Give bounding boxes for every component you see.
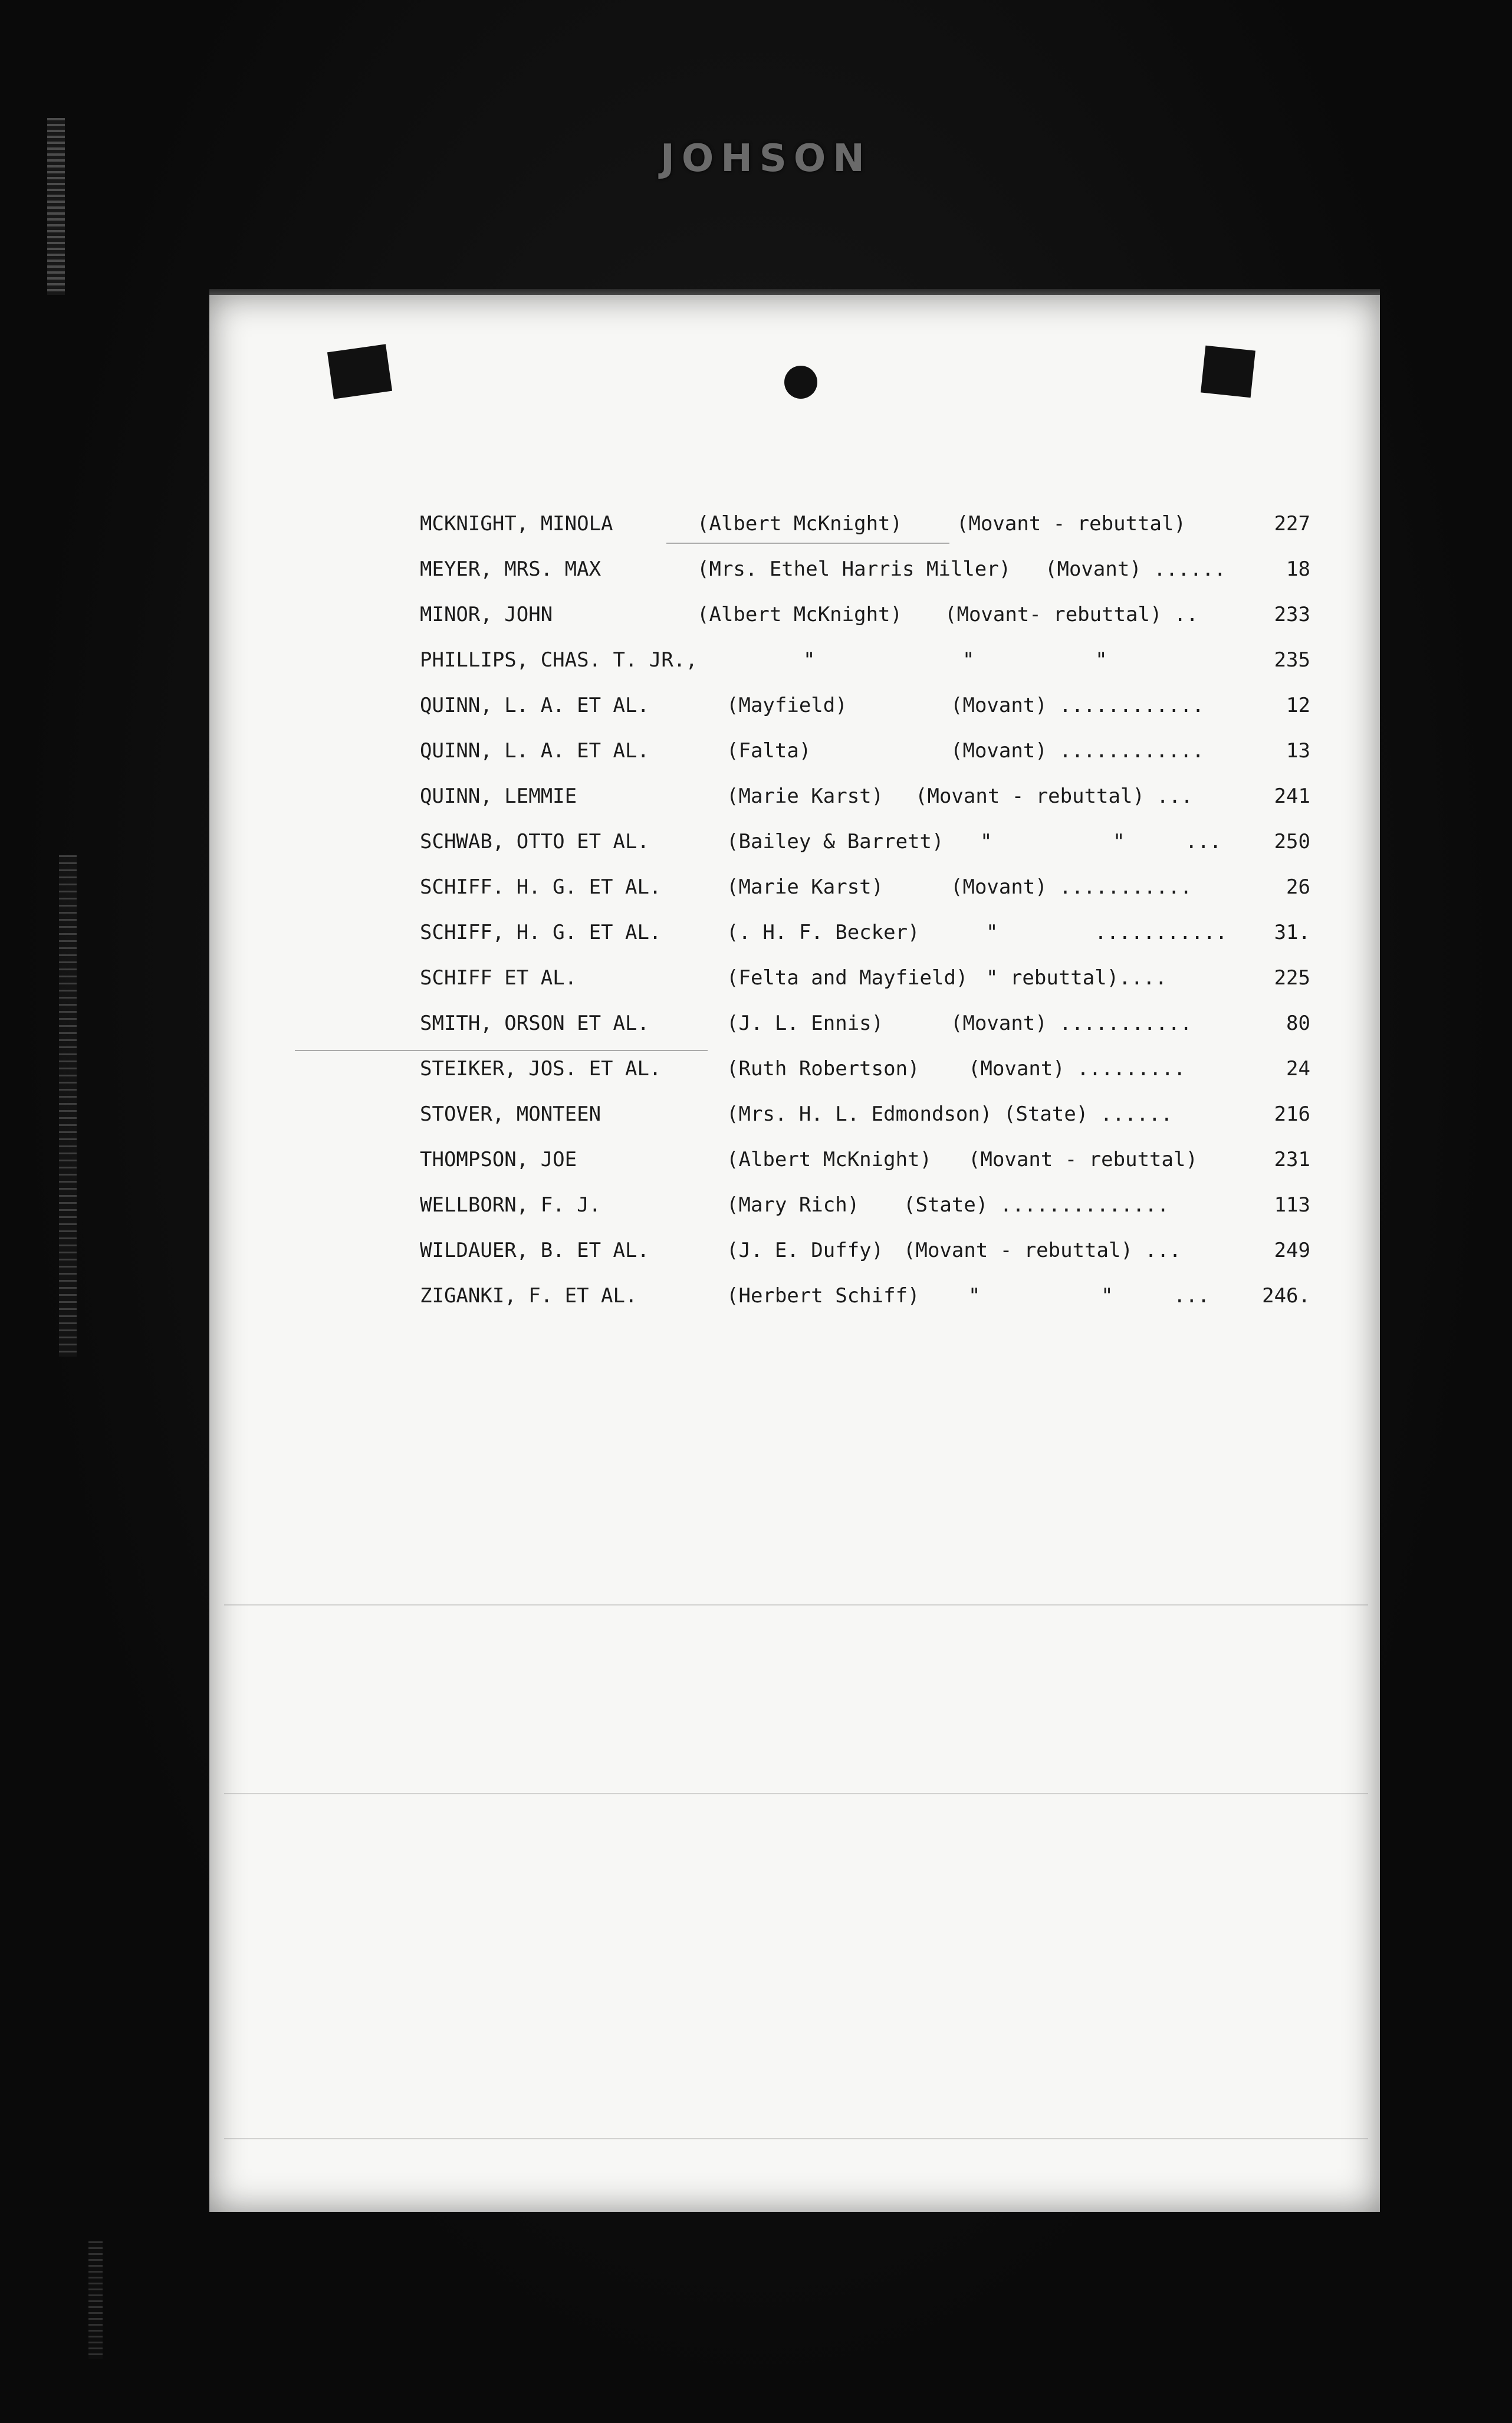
entry-page: 241 (1274, 784, 1310, 808)
index-entry (420, 921, 1310, 956)
entry-party: (Movant) ........... (951, 1012, 1192, 1035)
entry-page: 31. (1274, 921, 1310, 944)
entry-witness: (J. E. Duffy) (727, 1239, 884, 1262)
ruled-line (666, 543, 949, 544)
index-entry (420, 1193, 1310, 1229)
entry-party: " " (962, 648, 1107, 672)
entry-page: 26 (1286, 875, 1310, 899)
entry-name: ZIGANKI, F. ET AL. (420, 1284, 637, 1308)
entry-page: 233 (1274, 603, 1310, 626)
index-entry (420, 739, 1310, 774)
entry-party: (Movant - rebuttal) (956, 512, 1186, 536)
index-entry (420, 830, 1310, 865)
entry-page: 225 (1274, 966, 1310, 990)
index-entry (420, 1239, 1310, 1274)
entry-page: 235 (1274, 648, 1310, 672)
entry-page: 249 (1274, 1239, 1310, 1262)
entry-name: WILDAUER, B. ET AL. (420, 1239, 649, 1262)
entry-name: SCHIFF ET AL. (420, 966, 577, 990)
entry-witness: (Marie Karst) (727, 875, 884, 899)
entry-party: " " ... (968, 1284, 1210, 1308)
index-entry (420, 1148, 1310, 1183)
index-entry (420, 875, 1310, 911)
entry-party: " rebuttal).... (986, 966, 1168, 990)
entry-witness: (. H. F. Becker) (727, 921, 920, 944)
entry-witness: (Mary Rich) (727, 1193, 860, 1217)
entry-party: (Movant) ...... (1045, 557, 1227, 581)
entry-name: THOMPSON, JOE (420, 1148, 577, 1171)
entry-name: STEIKER, JOS. ET AL. (420, 1057, 662, 1081)
index-entry (420, 966, 1310, 1002)
index-entry (420, 603, 1310, 638)
entry-page: 24 (1286, 1057, 1310, 1081)
punch-hole (327, 344, 392, 399)
index-entry (420, 1284, 1310, 1319)
entry-party: (Movant) ............ (951, 739, 1204, 763)
entry-party: (Movant) ........... (951, 875, 1192, 899)
entry-party: (Movant - rebuttal) (968, 1148, 1198, 1171)
entry-name: SMITH, ORSON ET AL. (420, 1012, 649, 1035)
entry-page: 113 (1274, 1193, 1310, 1217)
ruled-line (224, 1793, 1368, 1794)
entry-witness: (Herbert Schiff) (727, 1284, 920, 1308)
entry-party: (Movant - rebuttal) ... (903, 1239, 1181, 1262)
entry-name: SCHIFF, H. G. ET AL. (420, 921, 662, 944)
entry-witness: (Mrs. Ethel Harris Miller) (697, 557, 1011, 581)
entry-name: QUINN, L. A. ET AL. (420, 694, 649, 717)
entry-witness: (Felta and Mayfield) (727, 966, 968, 990)
entry-name: SCHWAB, OTTO ET AL. (420, 830, 649, 853)
entry-party: " ........... (986, 921, 1228, 944)
index-entry (420, 1012, 1310, 1047)
entry-witness: (J. L. Ennis) (727, 1012, 884, 1035)
entry-name: SCHIFF. H. G. ET AL. (420, 875, 662, 899)
entry-party: (Movant- rebuttal) .. (945, 603, 1198, 626)
film-sprocket-edge (59, 855, 77, 1357)
index-entry (420, 694, 1310, 729)
index-entry (420, 1057, 1310, 1092)
entry-witness: " (803, 648, 816, 672)
entry-party: (Movant) ............ (951, 694, 1204, 717)
entry-witness: (Bailey & Barrett) (727, 830, 944, 853)
entry-page: 13 (1286, 739, 1310, 763)
punch-hole (784, 366, 817, 399)
entry-page: 18 (1286, 557, 1310, 581)
entry-name: STOVER, MONTEEN (420, 1102, 601, 1126)
entry-witness: (Albert McKnight) (727, 1148, 932, 1171)
entry-witness: (Albert McKnight) (697, 603, 902, 626)
entry-name: WELLBORN, F. J. (420, 1193, 601, 1217)
entry-witness: (Albert McKnight) (697, 512, 902, 536)
entry-page: 246. (1262, 1284, 1310, 1308)
entry-name: QUINN, L. A. ET AL. (420, 739, 649, 763)
film-sprocket-edge (88, 2241, 103, 2359)
entry-page: 80 (1286, 1012, 1310, 1035)
entry-party: (Movant - rebuttal) ... (915, 784, 1193, 808)
entry-party: (State) ...... (1004, 1102, 1173, 1126)
entry-witness: (Mrs. H. L. Edmondson) (727, 1102, 992, 1126)
entry-witness: (Falta) (727, 739, 811, 763)
entry-party: " " ... (980, 830, 1222, 853)
film-header-code: JOHSON (660, 137, 872, 180)
entry-name: QUINN, LEMMIE (420, 784, 577, 808)
entry-witness: (Mayfield) (727, 694, 847, 717)
index-entry (420, 1102, 1310, 1138)
entry-witness: (Ruth Robertson) (727, 1057, 920, 1081)
entry-party: (State) .............. (903, 1193, 1169, 1217)
entry-name: MCKNIGHT, MINOLA (420, 512, 613, 536)
entry-name: PHILLIPS, CHAS. T. JR., (420, 648, 698, 672)
entry-page: 216 (1274, 1102, 1310, 1126)
entry-party: (Movant) ......... (968, 1057, 1186, 1081)
film-sprocket-edge (47, 118, 65, 295)
entry-page: 227 (1274, 512, 1310, 536)
entry-name: MINOR, JOHN (420, 603, 553, 626)
ruled-line (224, 2138, 1368, 2139)
ruled-line (224, 1604, 1368, 1606)
entry-page: 12 (1286, 694, 1310, 717)
entry-page: 250 (1274, 830, 1310, 853)
index-entry (420, 784, 1310, 820)
punch-hole (1201, 346, 1255, 398)
index-entry (420, 512, 1310, 547)
index-entry (420, 557, 1310, 593)
index-entry (420, 648, 1310, 684)
entry-name: MEYER, MRS. MAX (420, 557, 601, 581)
entry-witness: (Marie Karst) (727, 784, 884, 808)
entry-page: 231 (1274, 1148, 1310, 1171)
ruled-line (295, 1050, 708, 1051)
